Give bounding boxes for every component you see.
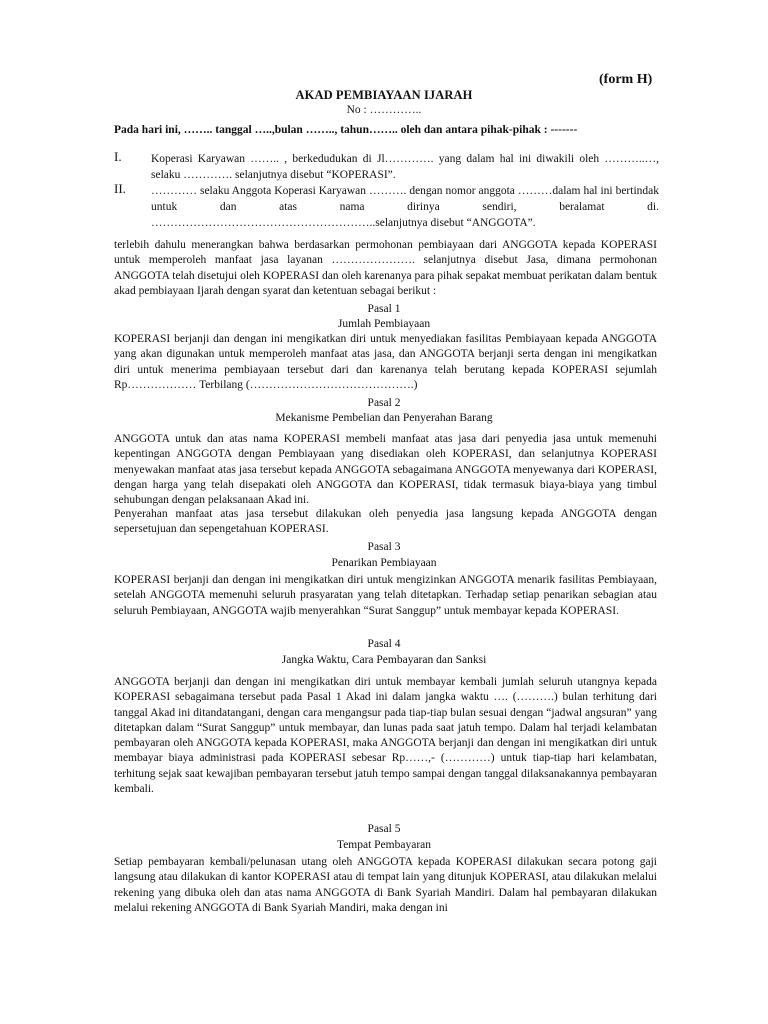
party-one [114,151,659,183]
form-label: (form H) [599,72,653,87]
pasal-heading: Penarikan Pembiayaan [331,557,437,569]
pasal-label: Pasal 1 [367,303,401,315]
pasal-paragraph: KOPERASI berjanji dan dengan ini mengikatkan diri untuk menyediakan fasilitas Pembiayaan kepada ANGGOTA yang akan digunakan untuk memperoleh manfaat atas jasa, dan ANGGOTA berjanji serta dengan ini mengikatkan diri untuk menerima pembiayaan tersebut dari dan karenanya telah berutang kepada KOPERASI sejumlah Rp……………… Terbilang (…………………………………….) [114,333,657,391]
pasal-heading: Jangka Waktu, Cara Pembayaran dan Sanksi [281,654,487,666]
party-text: ………… selaku Anggota Koperasi Karyawan ………. dengan nomor anggota ………dalam hal ini bertindak untuk dan atas nama dirinya sendiri, beralamat di. …………………………………………………..selanjutnya disebut “ANGGOTA”. [151,185,659,229]
pasal-paragraph: Penyerahan manfaat atas jasa tersebut dilakukan oleh penyedia jasa langsung kepada ANGGOTA dengan sepersetujuan dan sepengetahuan KOPERASI. [114,508,657,536]
pasal-heading: Jumlah Pembiayaan [337,318,431,330]
pasal-heading: Mekanisme Pembelian dan Penyerahan Barang [275,412,493,424]
pasal-label: Pasal 2 [367,397,401,409]
pasal-paragraph: ANGGOTA untuk dan atas nama KOPERASI membeli manfaat atas jasa dari penyedia jasa untuk memenuhi kepentingan ANGGOTA dengan Pembiayaan yang disediakan oleh KOPERASI, dan selanjutnya KOPERASI menyewakan manfaat atas jasa tersebut kepada ANGGOTA sebagaimana ANGGOTA menyewanya dari KOPERASI, dengan harga yang telah disepakati oleh ANGGOTA dan KOPERASI, tidak termasuk biaya-biaya yang timbul sehubungan dengan pelaksanaan Akad ini. [114,433,657,507]
pasal-label: Pasal 3 [367,541,401,553]
opening-statement: Pada hari ini, …….. tanggal …..,bulan …….., tahun…….. oleh dan antara pihak-pihak : ------- [114,124,578,136]
pasal-heading: Tempat Pembayaran [336,839,432,851]
pasal-paragraph: Setiap pembayaran kembali/pelunasan utang oleh ANGGOTA kepada KOPERASI dilakukan secara potong gaji langsung atau dilakukan di kantor KOPERASI atau di tempat lain yang ditunjuk KOPERASI, atau dilakukan melalui rekening yang dibuka oleh dan atas nama ANGGOTA di Bank Syariah Mandiri. Dalam hal pembayaran dilakukan melalui rekening ANGGOTA di Bank Syariah Mandiri, maka dengan ini [114,856,657,914]
pasal-paragraph: ANGGOTA berjanji dan dengan ini mengikatkan diri untuk membayar kembali jumlah seluruh utangnya kepada KOPERASI sebagaimana tersebut pada Pasal 1 Akad ini dalam jangka waktu …. (……….) bulan terhitung dari tanggal Akad ini ditandatangani, dengan cara mengangsur pada tiap-tiap bulan sesuai dengan “jadwal angsuran” yang ditetapkan dalam “Surat Sanggup” untuk membayar, dan lunas pada saat jatuh tempo. Dalam hal terjadi kelambatan pembayaran oleh ANGGOTA kepada KOPERASI, maka ANGGOTA berjanji dan dengan ini mengikatkan diri untuk membayar biaya administrasi pada KOPERASI sebesar Rp……,- (…………) untuk tiap-tiap hari kelambatan, terhitung sejak saat kewajiban pembayaran tersebut jatuh tempo sampai dengan tanggal dilaksanakannya pembayaran kembali. [114,676,657,796]
party-text: Koperasi Karyawan …….. , berkedudukan di Jl…………. yang dalam hal ini diwakili oleh ………..…, selaku …………. selanjutnya disebut “KOPERASI”. [151,153,659,181]
party-number: I. [114,149,122,164]
document-number: No : ………….. [346,104,422,116]
preamble: terlebih dahulu menerangkan bahwa berdasarkan permohonan pembiayaan dari ANGGOTA kepada KOPERASI untuk memperoleh manfaat jasa layanan …………………. selanjutnya disebut Jasa, dimana permohonan ANGGOTA telah disetujui oleh KOPERASI dan oleh karenanya para pihak sepakat membuat perikatan dalam bentuk akad pembiayaan Ijarah dengan syarat dan ketentuan sebagai berikut : [114,239,657,297]
party-number: II. [114,181,126,196]
pasal-label: Pasal 4 [367,638,401,650]
party-two [114,183,659,231]
pasal-label: Pasal 5 [367,823,401,835]
pasal-paragraph: KOPERASI berjanji dan dengan ini mengikatkan diri untuk mengizinkan ANGGOTA menarik fasilitas Pembiayaan, setelah ANGGOTA memenuhi seluruh prasyaratan yang telah ditetapkan. Terhadap setiap penarikan sebagian atau seluruh Pembiayaan, ANGGOTA wajib menyerahkan “Surat Sanggup” untuk membayar kepada KOPERASI. [114,574,657,617]
document-title: AKAD PEMBIAYAAN IJARAH [295,88,473,102]
